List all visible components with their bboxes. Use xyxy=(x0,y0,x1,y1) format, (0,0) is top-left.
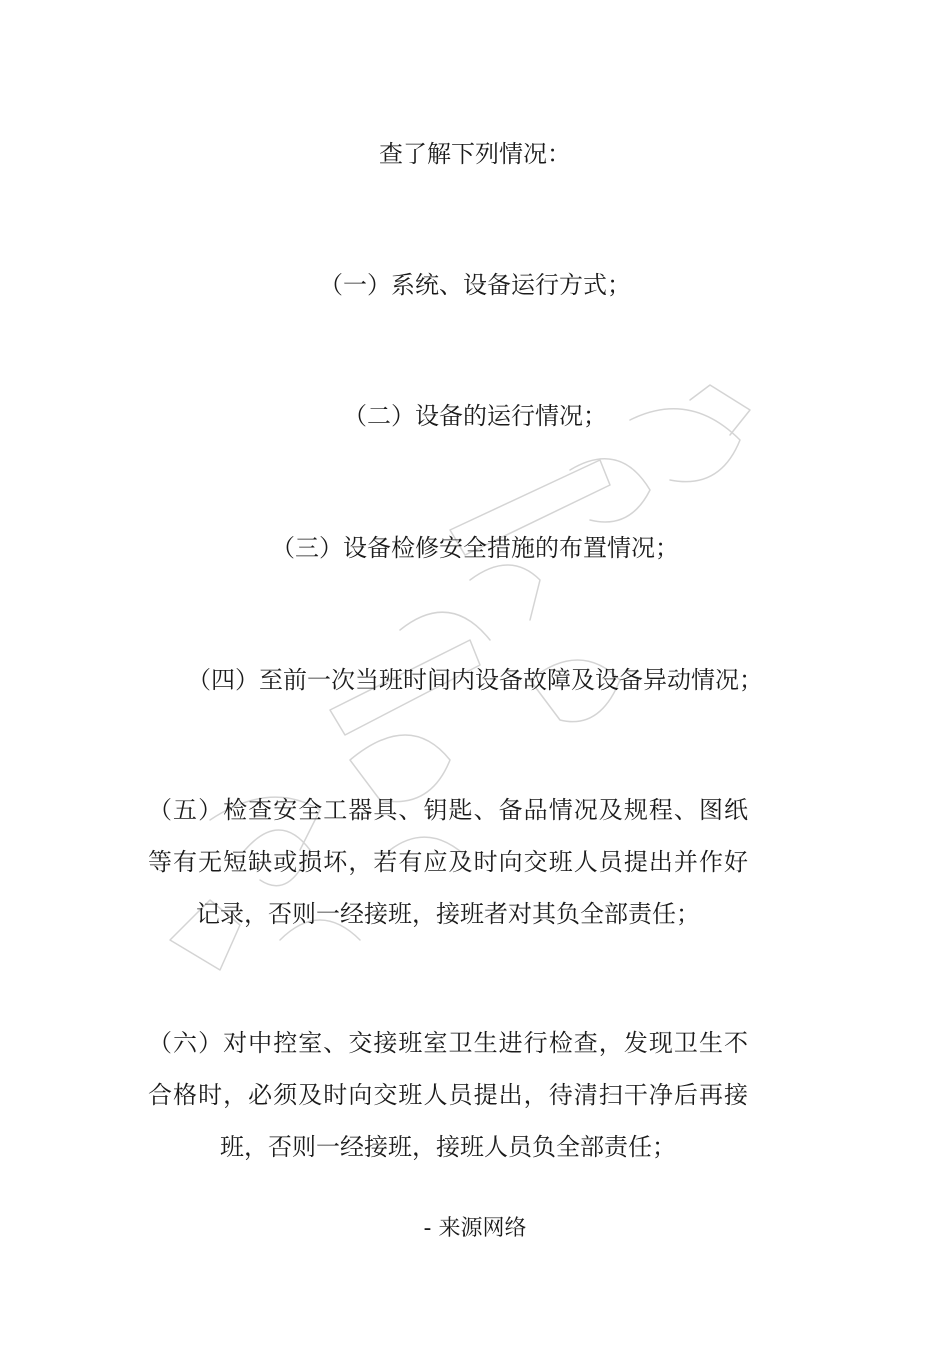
item-2: （二）设备的运行情况； xyxy=(343,402,607,430)
item-5-line-2: 等有无短缺或损坏，若有应及时向交班人员提出并作好 xyxy=(148,848,748,876)
item-5-paragraph xyxy=(148,796,748,952)
item-3: （三）设备检修安全措施的布置情况； xyxy=(271,534,679,562)
item-5-line-1: （五）检查安全工器具、钥匙、备品情况及规程、图纸 xyxy=(148,796,748,824)
item-1: （一）系统、设备运行方式； xyxy=(319,271,631,299)
item-5-line-3: 记录，否则一经接班，接班者对其负全部责任； xyxy=(196,900,700,928)
item-6-line-1: （六）对中控室、交接班室卫生进行检查，发现卫生不 xyxy=(148,1029,748,1057)
source-footer: - 来源网络 xyxy=(423,1216,527,1241)
intro-text: 查了解下列情况： xyxy=(379,140,571,168)
item-6-line-3: 班，否则一经接班，接班人员负全部责任； xyxy=(220,1133,676,1161)
item-4: （四）至前一次当班时间内设备故障及设备异动情况； xyxy=(187,666,763,694)
item-6-paragraph xyxy=(148,1029,748,1185)
item-6-line-2: 合格时，必须及时向交班人员提出，待清扫干净后再接 xyxy=(148,1081,748,1109)
